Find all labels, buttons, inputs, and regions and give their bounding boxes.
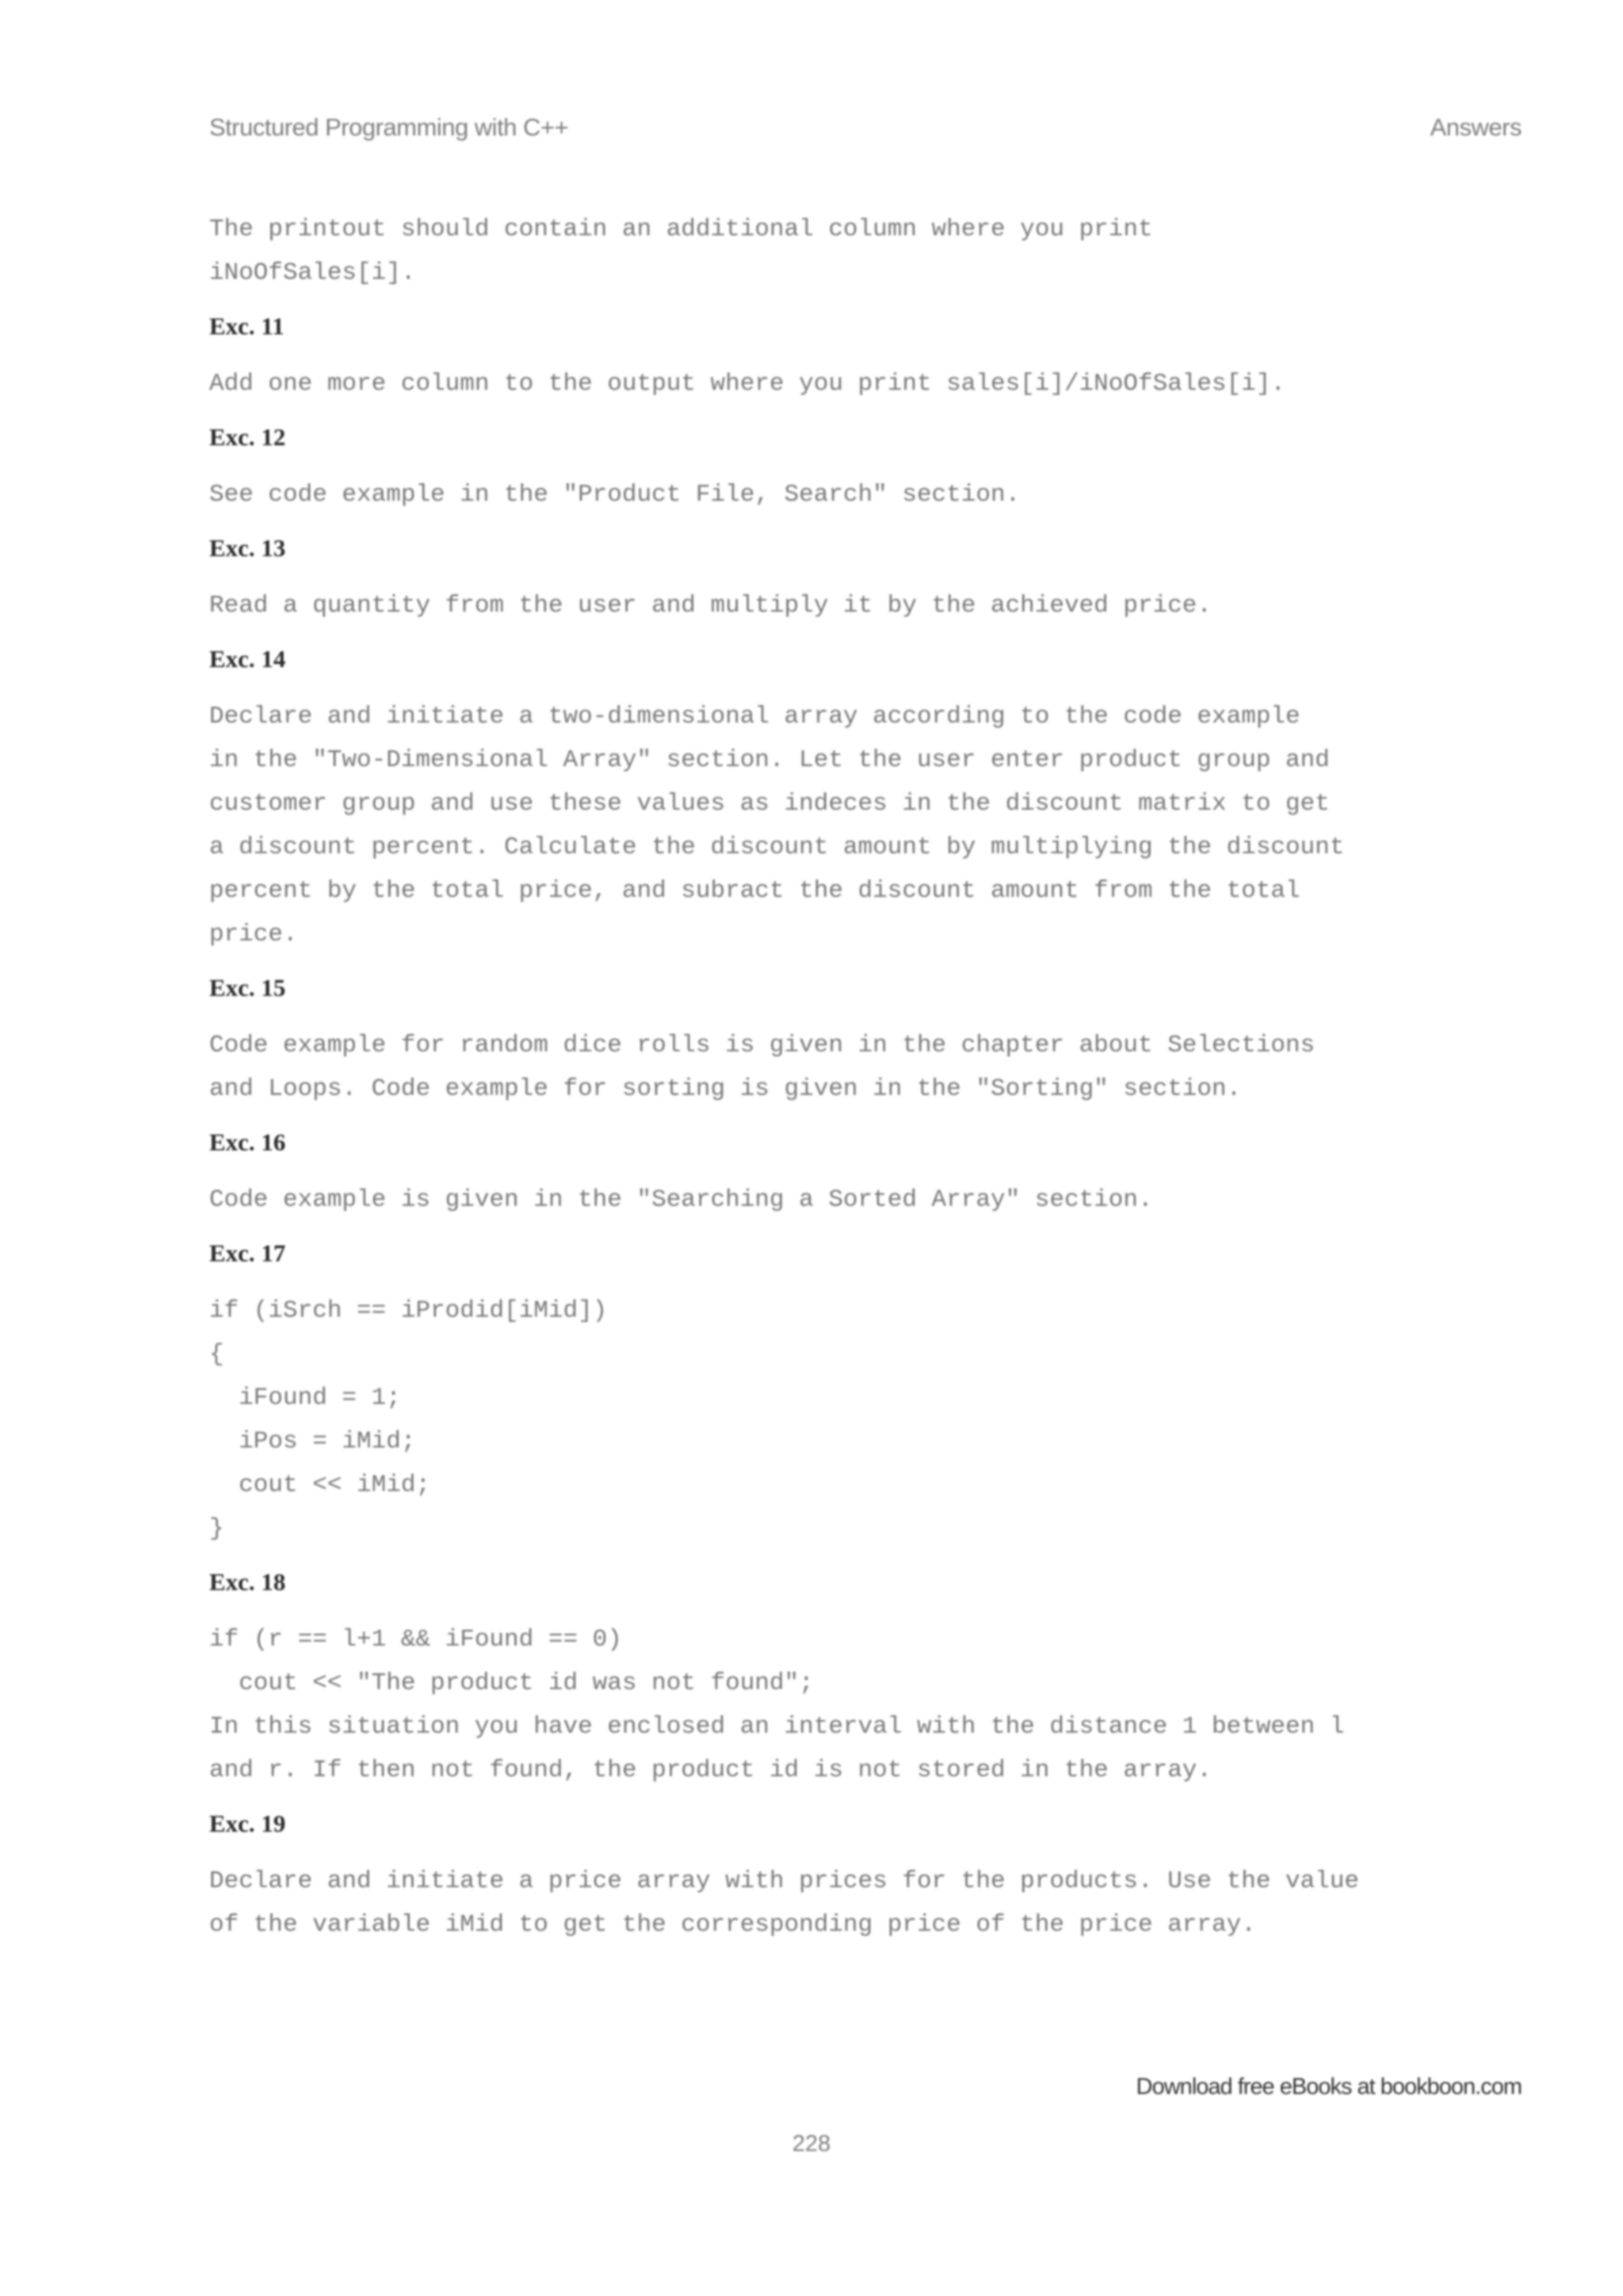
running-header-section: Answers — [1430, 113, 1522, 141]
exercise-heading-19: Exc. 19 — [209, 1810, 286, 1837]
exercise-answer-16: Code example is given in the "Searching a Sorted Array" section. — [209, 1186, 1153, 1214]
exercise-heading-15: Exc. 15 — [209, 974, 286, 1001]
exercise-heading-18: Exc. 18 — [209, 1568, 286, 1596]
running-header-title: Structured Programming with C++ — [209, 113, 569, 141]
exercise-answer-11: Add one more column to the output where you print sales[i]/iNoOfSales[i]. — [209, 370, 1286, 398]
download-footer-note: Download free eBooks at bookboon.com — [1136, 2074, 1522, 2100]
exercise-answer-19: Declare and initiate a price array with prices for the products. Use the value of the variable iMid to get the corresponding price of the price array. — [209, 1867, 1360, 1939]
exercise-answer-18: In this situation you have enclosed an interval with the distance 1 between l and r. If then not found, the product id is not stored in the array. — [209, 1713, 1345, 1784]
exercise-heading-11: Exc. 11 — [209, 312, 285, 340]
exercise-answer-13: Read a quantity from the user and multiply it by the achieved price. — [209, 592, 1212, 620]
exercise-answer-15: Code example for random dice rolls is given in the chapter about Selections and Loops. Code example for sorting is given in the "Sorting" section. — [209, 1032, 1316, 1103]
exercise-code-17: if (iSrch == iProdid[iMid]) { iFound = 1; iPos = iMid; cout << iMid; } — [209, 1297, 608, 1543]
intro-paragraph: The printout should contain an additional column where you print iNoOfSales[i]. — [209, 215, 1153, 287]
page-body — [209, 208, 1525, 1947]
exercise-answer-12: See code example in the "Product File, Search" section. — [209, 481, 1021, 509]
exercise-code-18: if (r == l+1 && iFound == 0) cout << "The product id was not found"; — [209, 1626, 814, 1697]
exercise-heading-16: Exc. 16 — [209, 1128, 286, 1156]
exercise-answer-14: Declare and initiate a two-dimensional array according to the code example in the "Two-Dimensional Array" section. Let the user enter product group and customer group and use these values as indeces in the discount matrix to get a discount percent. Calculate the discount amount by multiplying the discount percent by the total price, and subract the discount amount from the total price. — [209, 703, 1345, 948]
exercise-heading-17: Exc. 17 — [209, 1239, 286, 1267]
page-number: 228 — [792, 2131, 831, 2157]
exercise-heading-12: Exc. 12 — [209, 423, 286, 451]
exercise-heading-14: Exc. 14 — [209, 645, 286, 673]
exercise-heading-13: Exc. 13 — [209, 534, 286, 562]
